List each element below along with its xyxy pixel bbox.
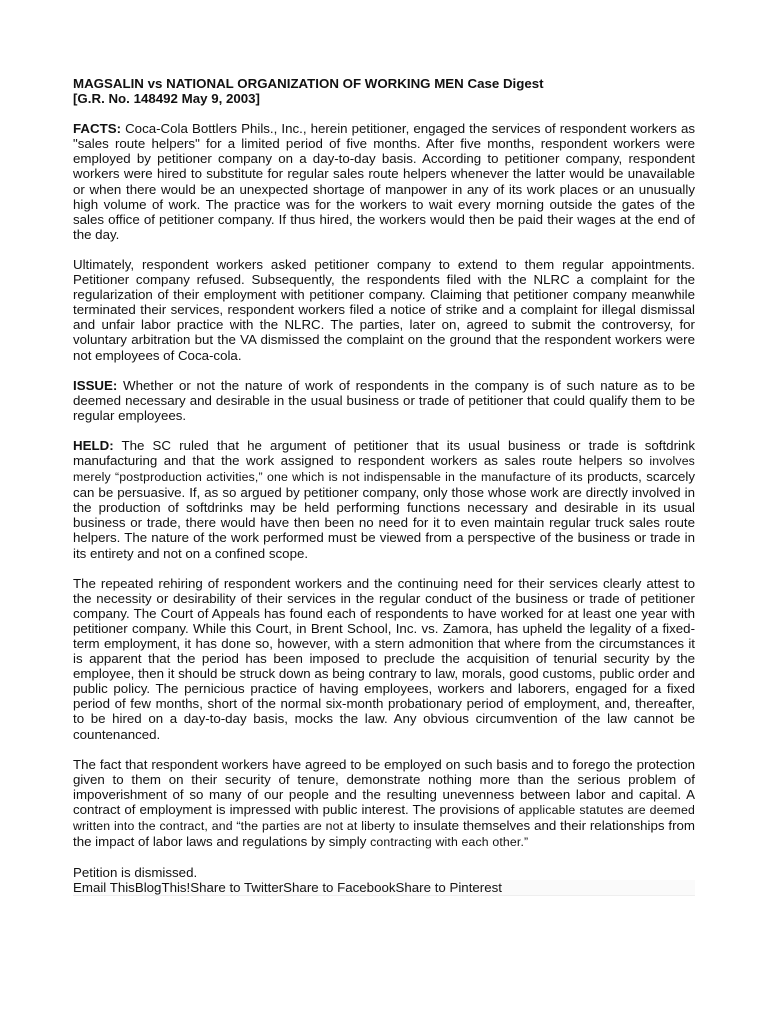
issue-paragraph xyxy=(73,378,695,423)
facts-text: Coca-Cola Bottlers Phils., Inc., herein petitioner, engaged the services of respondent workers as "sales route helpers" for a limited period of five months. After five months, respondent workers were employed by petitioner company on a day-to-day basis. According to petitioner company, respondent workers were hired to substitute for regular sales route helpers whenever the latter would be unavailable or when there would be an unexpected shortage of manpower in any of its work places or an unusually high volume of work. The practice was for the workers to wait every morning outside the gates of the sales office of petitioner company. If thus hired, the workers would then be paid their wages at the end of the day. xyxy=(73,121,695,242)
held-text-a: The SC ruled that he argument of petitioner that its usual business or trade is softdrink manufacturing and that the work assigned to respondent workers as sales route helpers so xyxy=(73,437,695,468)
held-label: HELD: xyxy=(73,437,114,453)
blogthis-link[interactable]: BlogThis! xyxy=(134,880,191,896)
background-paragraph: Ultimately, respondent workers asked petitioner company to extend to them regular appointments. Petitioner company refused. Subsequently, the respondents filed with the NLRC a complaint for the regularization of their employment with petitioner company. Claiming that petitioner company meanwhile terminated their services, respondent workers filed a notice of strike and a complaint for illegal dismissal and unfair labor practice with the NLRC. The parties, later on, agreed to submit the controversy, for voluntary arbitration but the VA dismissed the complaint on the ground that the respondent workers were not employees of Coca-cola. xyxy=(73,256,695,363)
rehiring-paragraph: The repeated rehiring of respondent workers and the continuing need for their services clearly attest to the necessity or desirability of their services in the regular conduct of the business or trade of petitioner company. The Court of Appeals has found each of respondents to have worked for at least one year with petitioner company. While this Court, in Brent School, Inc. vs. Zamora, has upheld the legality of a fixed-term employment, it has done so, however, with a stern admonition that where from the circumstances it is apparent that the period has been imposed to preclude the acquisition of tenurial security by the employee, then it should be struck down as being contrary to law, morals, good customs, public order and public policy. The pernicious practice of having employees, workers and laborers, engaged for a fixed period of few months, short of the normal six-month probationary period of employment, and, thereafter, to be hired on a day-to-day basis, mocks the law. Any obvious circumvention of the law cannot be countenanced. xyxy=(73,575,695,742)
public-interest-paragraph xyxy=(73,757,695,851)
held-paragraph xyxy=(73,438,695,561)
share-to-pinterest-link[interactable]: Share to Pinterest xyxy=(395,880,502,896)
issue-text: Whether or not the nature of work of respondents in the company is of such nature as to be deemed necessary and desirable in the usual business or trade of petitioner that could qualify them to be regular employees. xyxy=(73,377,695,423)
case-citation: [G.R. No. 148492 May 9, 2003] xyxy=(73,91,260,107)
held-text-b: involves merely “postproduction activities,” one which is not indispensable in the manufacture of its xyxy=(73,453,695,485)
email-this-link[interactable]: Email This xyxy=(73,880,135,896)
issue-label: ISSUE: xyxy=(73,377,118,393)
share-to-twitter-link[interactable]: Share to Twitter xyxy=(190,880,284,896)
document-title xyxy=(73,76,695,106)
public-interest-text-a: The fact that respondent workers have agreed to be employed on such basis and to forego the protection given to them on their security of tenure, demonstrate nothing more than the serious problem of impoverishment of so many of our people and the resulting unevenness between labor and capital. A contract of employment is impressed with public interest. The provisions of xyxy=(73,756,695,817)
document-page xyxy=(73,76,695,896)
share-bar xyxy=(73,880,695,896)
public-interest-text-d: contracting with each other.” xyxy=(370,835,529,850)
public-interest-text-b: applicable statutes are deemed written into the contract, and “the parties are not at liberty to xyxy=(73,802,695,834)
public-interest-text-c: insulate themselves and their relationships from the impact of labor laws and regulations by simply xyxy=(73,818,695,850)
facts-paragraph xyxy=(73,121,695,242)
case-title: MAGSALIN vs NATIONAL ORGANIZATION OF WORKING MEN Case Digest xyxy=(73,76,544,91)
facts-label: FACTS: xyxy=(73,121,122,137)
closing-line: Petition is dismissed. xyxy=(73,865,198,881)
share-to-facebook-link[interactable]: Share to Facebook xyxy=(283,880,396,896)
held-text-c: products, scarcely can be persuasive. If, as so argued by petitioner company, only those whose work are directly involved in the production of softdrinks may be held performing functions necessary and desirable in its usual business or trade, there would have then been no need for it to even maintain regular truck sales route helpers. The nature of the work performed must be viewed from a perspective of the business or trade in its entirety and not on a confined scope. xyxy=(73,469,695,561)
